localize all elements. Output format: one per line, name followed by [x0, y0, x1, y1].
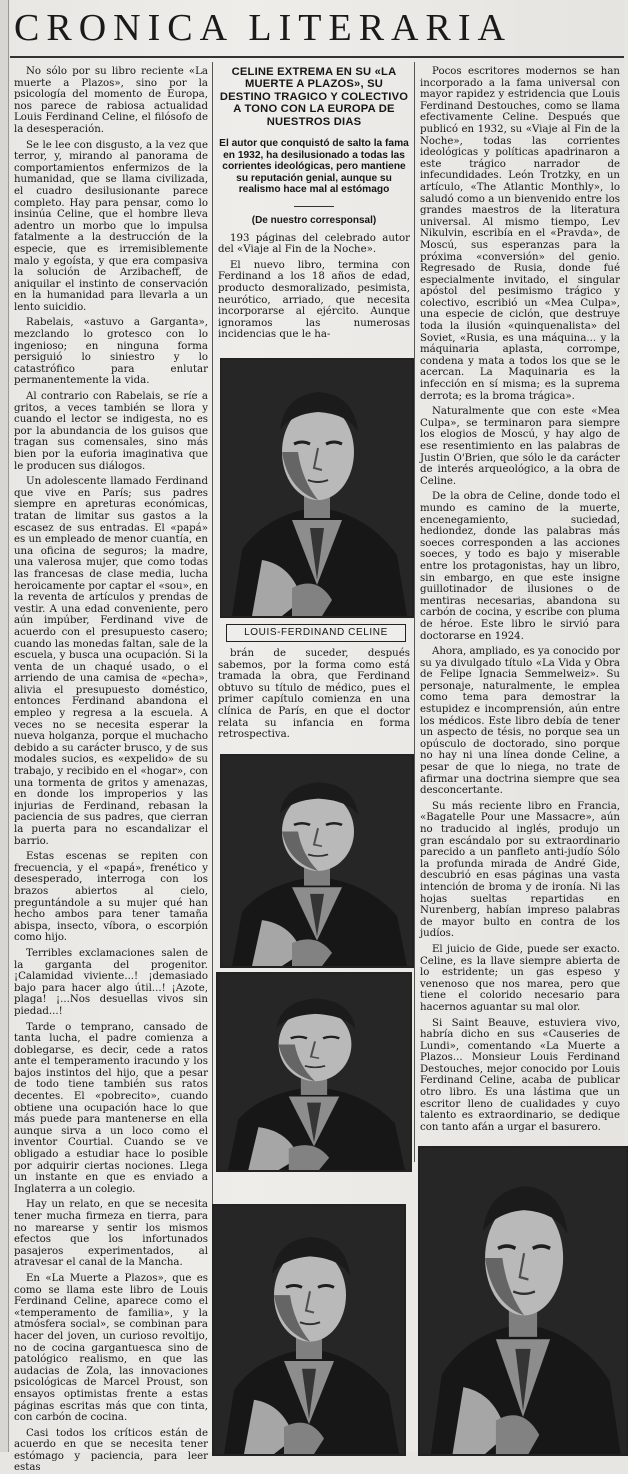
adjacent-column-fragment	[0, 0, 9, 1452]
paragraph: Si Saint Beauve, estuviera vivo, habría dicho en sus «Causeries de Lundi», comentando «La Muerte a Plazos... Monsieur Louis Ferdinand Destouches, mejor conocido por Louis Ferdinand Celine, acaba de publicar otro libro. Es una lástima que un escritor lleno de cualidades y cuyo talento es extraordinario, se dedique con tanto afán a urgar el basurero.	[420, 1017, 620, 1133]
correspondent-line: (De nuestro corresponsal)	[251, 215, 377, 226]
article-column-2-top	[218, 66, 410, 352]
column-rule-right	[414, 62, 415, 1162]
paragraph: Naturalmente que con este «Mea Culpa», se terminaron para siempre los elogios de Moscú, y hay algo de ese resentimiento en las palabras de Justin O'Brien, que sólo le da carácter de interés arqueológico, a la obra de Celine.	[420, 406, 620, 487]
paragraph: Estas escenas se repiten con frecuencia, y el «papá», frenético y desesperado, interroga con los brazos abiertos al cielo, preguntándole a su mujer qué han hecho ambos para tener tamaña abispa, insecto, víbora, o escorpión como hijo.	[14, 851, 208, 944]
paragraph: brán de suceder, después sabemos, por la forma como está tramada la obra, que Ferdinand obtuvo su título de médico, pues el primer capítulo comienza en una clínica de París, en que el doctor relata su infancia en forma retrospectiva.	[218, 648, 410, 741]
author-portrait-photo	[418, 1146, 628, 1456]
paragraph: Rabelais, «astuvo a Garganta», mezclando lo grotesco con lo ingenioso; en ninguna forma persiguió lo siniestro y lo catastrófico para enlutar permanentemente la vida.	[14, 317, 208, 387]
paragraph: El nuevo libro, termina con Ferdinand a los 18 años de edad, producto desmoralizado, pesimista, neurótico, arriado, que necesita incorporarse al ejército. Aunque ignoramos las numerosas incidencias que le ha-	[218, 259, 410, 341]
author-portrait-photo	[216, 972, 412, 1172]
article-column-2-bottom	[218, 648, 410, 740]
paragraph: En «La Muerte a Plazos», que es como se llama este libro de Louis Ferdinand Celine, aparece como el «temperamento de familia», y la atmósfera social», se combinan para hacer del joven, un curioso revoltijo, no de cocina gargantuesca sino de patológico realismo, en que las audacias de Zola, las innovaciones psicológicas de Marcel Proust, son ensayos optimistas frente a estas páginas escritas más que con tinta, con carbón de cocina.	[14, 1272, 208, 1424]
paragraph: 193 páginas del celebrado autor del «Viaje al Fin de la Noche».	[218, 232, 410, 256]
paragraph: Hay un relato, en que se necesita tener mucha firmeza en tierra, para no marearse y sentir los mismos efectos que los infortunados pasajeros experimentados, al atravesar el canal de la Mancha.	[14, 1199, 208, 1269]
paragraph: Ahora, ampliado, es ya conocido por su ya divulgado título «La Vida y Obra de Felipe Ignacia Semmelweiz». Su personaje, naturalmente, le emplea como tema para demostrar la estupidez e incomprensión, aún entre los médicos. Este libro debía de tener un aspecto de tésis, no porque sea un opúsculo de doctorado, sino porque no hay ni una línea donde Celine, a pesar de que lo niega, no trate de afirmar una doctrina siempre que sea desconcertante.	[420, 646, 620, 797]
photo-caption: LOUIS-FERDINAND CELINE	[226, 624, 406, 642]
paragraph: Tarde o temprano, cansado de tanta lucha, el padre comienza a doblegarse, es decir, cede a ratos ante el temperamento iracundo y los bajos instintos del hijo, que a pesar de todo tiene también sus ratos decentes. El «pobrecito», cuando obtiene una ocupación hace lo que más puede para mantenerse en ella aunque sirva a un loco como el inventor Courtial. Cuando se ve obligado a estudiar hace lo posible por adquirir ciertas nociones. Llega un instante en que es enviado a Inglaterra a un colegio.	[14, 1021, 208, 1195]
paragraph: Su más reciente libro en Francia, «Bagatelle Pour une Massacre», aún no traducido al inglés, produjo un gran escándalo por su extraordinario parecido a un panfleto anti-judío Sólo la profunda mirada de André Gide, descubrió en esas páginas una vasta intención de broma y de ironía. Ni las hojas sueltas repartidas en Nurenberg, habían impreso palabras de mayor bulto en contra de los judíos.	[420, 800, 620, 940]
author-portrait-photo	[220, 754, 414, 968]
paragraph: Casi todos los críticos están de acuerdo en que se necesita tener estómago y paciencia, para leer estas	[14, 1427, 208, 1474]
title-rule	[10, 56, 624, 58]
separator	[294, 206, 334, 207]
paragraph: De la obra de Celine, donde todo el mundo es camino de la muerte, encenegamiento, suciedad, hediondez, donde las palabras más soeces corresponden a las acciones soeces, y todo es bajo y miserable entre los protagonistas, hay un libro, sin embargo, en que este insigne guillotinador de ilusiones o de mentiras necesarias, abandona su carbón de cocina, y escribe con pluma de héroe. Este libro le sirvió para doctorarse en 1924.	[420, 491, 620, 642]
paragraph: Un adolescente llamado Ferdinand que vive en París; sus padres siempre en apreturas económicas, tratan de limitar sus gastos a la escasez de sus entradas. El «papá» es un empleado de menor cuantía, en una oficina de seguros; la madre, una valerosa mujer, que como todas las francesas de clase media, lucha heroicamente por captar el «sou», en la reventa de artículos y prendas de vestir. A una edad conveniente, pero aún impúber, Ferdinand vive de acuerdo con el presupuesto casero; cuando las monedas faltan, sale de la escuela, y busca una ocupación. Si la venta de un chaqué usado, o el arriendo de una camisa de «pecha», alivia el presupuesto doméstico, entonces Ferdinand abandona el empleo y regresa a la escuela. A veces no se necesita esperar la nueva holganza, porque el muchacho debido a su carácter brusco, y de sus modales sucios, es «expelido» de su trabajo, y recibido en el «hogar», con una tormenta de gritos y amenazas, en donde los improperios y las injurias de Ferdinand, rebasan la paciencia de sus padres, que cierran la puerta para no escandalizar el barrio.	[14, 476, 208, 847]
paragraph: Pocos escritores modernos se han incorporado a la fama universal con mayor rapidez y estridencia que Louis Ferdinand Destouches, como se llama efectivamente Celine. Después que publicó en 1932, su «Viaje al Fin de la Noche», todas las corrientes ideológicas y políticas apadrinaron a este trágico narrador de infecundidades. León Trotzky, en un artículo, «The Atlantic Monthly», lo saludó como a un bienvenido entre los grandes maestros de la literatura universal. Al mismo tiempo, Lev Nikulvin, escribía en el «Pravda», de Moscú, sus esperanzas para la próxima «conversión» del genio. Regresado de Rusia, donde fué especialmente invitado, el singular apóstol del pesimismo trágico y colectivo, escribió un «Mea Culpa», una especie de ciclón, que destruye toda la ilusión «quinquenalista» del Soviet, «Rusia, es una máquina... y la máquinaria aplasta, corrompe, condena y mata a todos los que se le acercan. La Maquinaria es la infección en sí misma; es la suprema derrota; es la broma trágica».	[420, 66, 620, 402]
article-column-3	[420, 66, 620, 1156]
paragraph: El juicio de Gide, puede ser exacto. Celine, es la llave siempre abierta de lo estridente; un gas espeso y venenoso que nos marea, pero que tiene el colorido necesario para hacernos aguantar su mal olor.	[420, 943, 620, 1013]
article-column-1	[14, 66, 208, 1474]
author-portrait-photo	[220, 358, 414, 618]
author-portrait-photo	[212, 1204, 406, 1456]
paragraph: No sólo por su libro reciente «La muerte a Plazos», sino por la psicología del momento de Europa, nos parece de rabiosa actualidad Louis Ferdinand Celine, el filósofo de la desesperación.	[14, 66, 208, 135]
subheadline: El autor que conquistó de salto la fama en 1932, ha desilusionado a todas las corrientes ideológicas, pero mantiene su reputación genial, aunque su realismo hace mal al estómago	[219, 138, 409, 196]
paragraph: Se le lee con disgusto, a la vez que terror, y, mirando al panorama de comportamientos enfermizos de la humanidad, que se llama civilizada, el cuadro desilusionante parece completo. Hay para pensar, como lo insinúa Celine, que el hombre lleva adentro un morbo que lo impulsa fatalmente a la destrucción de la especie, que es irremisiblemente malo y egoísta, y que era compasiva la solución de Arzibacheff, de aniquilar el instinto de conservación en la humanidad para llevarla a un lento suicidio.	[14, 139, 208, 313]
headline: CELINE EXTREMA EN SU «LA MUERTE A PLAZOS», SU DESTINO TRAGICO Y COLECTIVO A TONO CON LA EUROPA DE NUESTROS DIAS	[219, 66, 409, 128]
paragraph: Terribles exclamaciones salen de la garganta del progenitor. ¡Calamidad viviente...! ¡demasiado bajo para hacer algo útil...! ¡Azote, plaga! ¡...Nos desuellas vivos sin piedad...!	[14, 947, 208, 1017]
paragraph: Al contrario con Rabelais, se ríe a gritos, a veces también se llora y cuando el lector se indigesta, no es por la abundancia de los guisos que tragan sus comensales, sino más bien por la euforia imaginativa que le producen sus diálogos.	[14, 391, 208, 472]
section-title: CRONICA LITERARIA	[14, 7, 512, 49]
